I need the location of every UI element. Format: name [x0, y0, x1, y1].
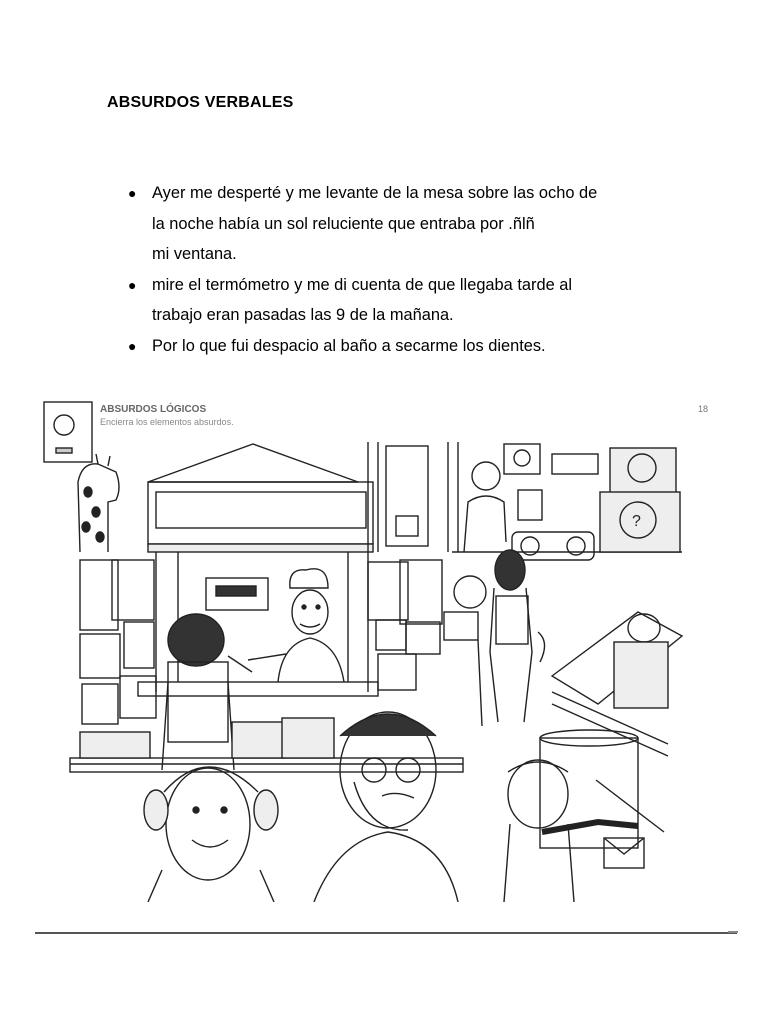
heading: ABSURDOS VERBALES — [107, 94, 294, 111]
statement-text: Por lo que fui despacio al baño a secarme los dientes. — [152, 336, 546, 355]
poster-board — [368, 560, 442, 690]
bullet-icon: ● — [128, 185, 137, 201]
statement-text: mire el termómetro y me di cuenta de que llegaba tarde al trabajo eran pasadas las 9 de la mañana. — [152, 275, 573, 324]
giraffe-drawing — [78, 454, 119, 552]
illustration-page-number: 18 — [698, 404, 709, 414]
worksheet-icon — [44, 402, 92, 462]
bullet-icon: ● — [128, 276, 137, 293]
magazine-rack — [80, 560, 156, 758]
man-with-phone — [314, 712, 458, 902]
bench-with-dog — [552, 612, 682, 756]
boy-with-earmuffs — [144, 767, 278, 902]
girl-at-mailbox — [504, 730, 664, 902]
illustration-title: ABSURDOS LÓGICOS — [100, 404, 207, 415]
chef-vendor — [248, 569, 344, 682]
woman-on-phone — [454, 550, 545, 722]
bottom-divider — [35, 932, 737, 934]
list-item — [126, 178, 666, 270]
statement-text: Ayer me desperté y me levante de la mesa sobre las ocho de la noche había un sol reluciente que entraba por .ñlñ mi ventana. — [152, 184, 598, 263]
shopkeeper — [464, 462, 506, 552]
bullet-icon: ● — [128, 337, 137, 354]
absurd-statements-list — [126, 178, 666, 361]
bottom-divider-tail — [728, 931, 738, 933]
payphone — [444, 612, 482, 726]
list-item — [126, 331, 666, 362]
book-stacks — [232, 718, 334, 758]
bear-sign: ? — [632, 513, 641, 530]
illustration-subtitle: Encierra los elementos absurdos. — [100, 417, 234, 427]
list-item — [126, 270, 666, 331]
building-entrance — [368, 442, 458, 552]
absurd-logic-illustration — [38, 392, 732, 902]
